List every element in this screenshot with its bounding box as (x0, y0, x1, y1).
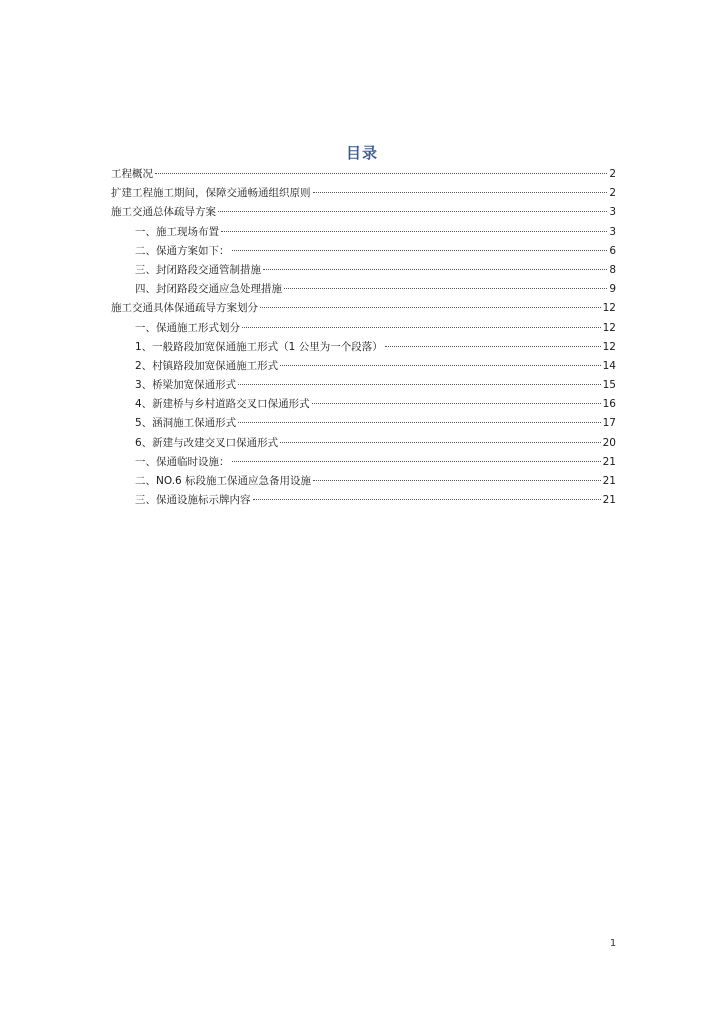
toc-entry[interactable] (111, 242, 616, 261)
toc-entry-label: 一、施工现场布置 (135, 225, 219, 238)
toc-entry[interactable] (111, 491, 616, 510)
toc-entry[interactable] (111, 261, 616, 280)
toc-leader-dots (385, 346, 601, 347)
toc-leader-dots (238, 422, 600, 423)
toc-entry[interactable] (111, 414, 616, 433)
toc-entry-page: 12 (602, 302, 616, 315)
toc-leader-dots (263, 269, 607, 270)
toc-entry-label: 一、保通施工形式划分 (135, 321, 240, 334)
toc-leader-dots (253, 499, 601, 500)
toc-leader-dots (232, 461, 601, 462)
toc-entry-label: 施工交通总体疏导方案 (111, 206, 216, 219)
toc-entry-page: 8 (609, 263, 616, 276)
toc-leader-dots (232, 250, 608, 251)
toc-entry-label: 施工交通具体保通疏导方案划分 (111, 302, 258, 315)
toc-entry[interactable] (111, 357, 616, 376)
toc-entry[interactable] (111, 299, 616, 318)
toc-entry-label: 三、封闭路段交通管制措施 (135, 263, 261, 276)
toc-entry[interactable] (111, 472, 616, 491)
toc-title: 目录 (345, 144, 378, 162)
toc-entry-page: 12 (602, 321, 616, 334)
toc-entry[interactable] (111, 434, 616, 453)
toc-leader-dots (313, 480, 601, 481)
toc-leader-dots (221, 231, 607, 232)
toc-entry[interactable] (111, 338, 616, 357)
toc-entry-page: 2 (609, 168, 616, 180)
toc-entry-page: 3 (609, 206, 616, 219)
toc-entry-label: 4、新建桥与乡村道路交叉口保通形式 (135, 398, 310, 411)
toc-leader-dots (313, 192, 608, 193)
toc-entry[interactable] (111, 395, 616, 414)
toc-leader-dots (280, 365, 600, 366)
toc-entry-page: 21 (602, 455, 616, 468)
toc-entry-page: 21 (602, 494, 616, 507)
table-of-contents (111, 165, 616, 510)
toc-entry[interactable] (111, 203, 616, 222)
toc-entry-label: 工程概况 (111, 168, 153, 180)
toc-leader-dots (284, 288, 607, 289)
toc-entry-page: 16 (602, 398, 616, 411)
toc-entry[interactable] (111, 280, 616, 299)
toc-leader-dots (242, 327, 601, 328)
toc-leader-dots (260, 307, 601, 308)
toc-entry-page: 9 (609, 283, 616, 296)
toc-entry-label: 2、村镇路段加宽保通施工形式 (135, 359, 279, 372)
toc-entry-label: 二、NO.6 标段施工保通应急备用设施 (135, 475, 312, 487)
toc-entry-label: 一、保通临时设施： (135, 455, 230, 468)
toc-leader-dots (312, 403, 601, 404)
toc-entry[interactable] (111, 376, 616, 395)
toc-entry-page: 17 (602, 417, 616, 430)
toc-entry[interactable] (111, 319, 616, 338)
toc-entry-page: 3 (609, 225, 616, 238)
toc-leader-dots (280, 442, 600, 443)
toc-entry-label: 3、桥梁加宽保通形式 (135, 379, 237, 392)
toc-entry-label: 6、新建与改建交叉口保通形式 (135, 436, 279, 449)
toc-entry-page: 21 (602, 475, 616, 487)
toc-entry[interactable] (111, 223, 616, 242)
toc-leader-dots (155, 173, 607, 174)
toc-entry-label: 1、一般路段加宽保通施工形式（1 公里为一个段落） (135, 340, 383, 353)
toc-entry-page: 20 (602, 436, 616, 449)
toc-entry-page: 6 (609, 244, 616, 257)
toc-entry[interactable] (111, 165, 616, 184)
toc-entry[interactable] (111, 453, 616, 472)
toc-entry-label: 5、涵洞施工保通形式 (135, 417, 237, 430)
toc-entry-page: 12 (602, 340, 616, 353)
toc-entry-label: 扩建工程施工期间，保障交通畅通组织原则 (111, 187, 311, 200)
toc-entry-label: 二、保通方案如下： (135, 244, 230, 257)
toc-entry-label: 三、保通设施标示牌内容 (135, 494, 251, 507)
page-number: 1 (609, 938, 617, 949)
toc-entry-page: 2 (609, 187, 616, 200)
toc-entry-page: 14 (602, 359, 616, 372)
toc-entry[interactable] (111, 184, 616, 203)
toc-leader-dots (218, 211, 607, 212)
toc-leader-dots (238, 384, 600, 385)
toc-entry-label: 四、封闭路段交通应急处理措施 (135, 283, 282, 296)
toc-entry-page: 15 (602, 379, 616, 392)
